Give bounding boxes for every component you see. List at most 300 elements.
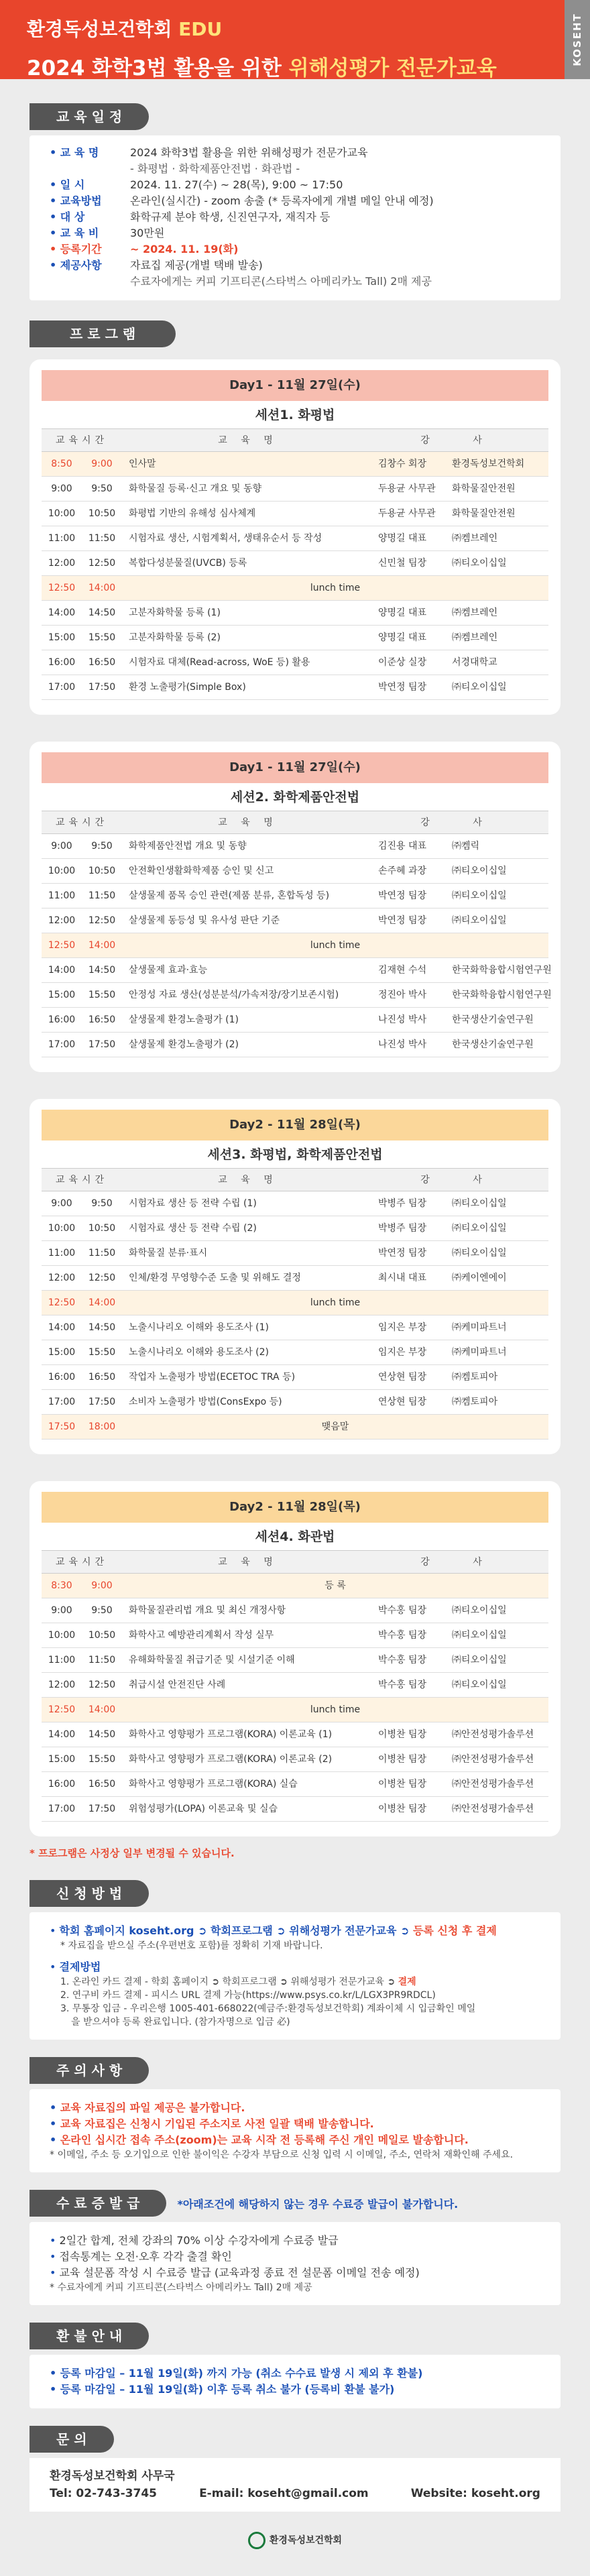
table-row bbox=[42, 1340, 548, 1365]
end-time: 9:00 bbox=[91, 1580, 113, 1591]
col-lecturer: 강 사 bbox=[420, 435, 502, 446]
end-time: 10:50 bbox=[88, 1630, 116, 1641]
break-label: 등 록 bbox=[324, 1580, 346, 1591]
lecturer-name: 양명길 대표 bbox=[378, 533, 427, 544]
end-time: 17:50 bbox=[88, 1397, 116, 1407]
table-row bbox=[42, 576, 548, 601]
table-row bbox=[42, 1315, 548, 1340]
start-time: 10:00 bbox=[48, 508, 76, 519]
lecturer-name: 박수홍 팀장 bbox=[378, 1655, 427, 1665]
table-header bbox=[42, 429, 548, 452]
caution-label: 주 의 사 항 bbox=[30, 2057, 149, 2084]
day-heading: Day2 - 11월 28일(목) bbox=[42, 1492, 548, 1523]
break-label: lunch time bbox=[310, 1704, 361, 1715]
lecturer-name: 최시내 대표 bbox=[378, 1273, 427, 1283]
lecturer-name: 김재현 수석 bbox=[378, 965, 427, 976]
end-time: 10:50 bbox=[88, 866, 116, 876]
certificate-item: • 2일간 합계, 전체 강좌의 70% 이상 수강자에게 수료증 발급 bbox=[50, 2233, 540, 2249]
table-row bbox=[42, 1241, 548, 1266]
col-time: 교육시간 bbox=[55, 435, 109, 446]
refund-item: • 등록 마감일 – 11월 19일(화) 이후 등록 취소 불가 (등록비 환불 불가) bbox=[50, 2382, 540, 2398]
overview-value: 온라인(실시간) - zoom 송출 (* 등록자에게 개별 메일 안내 예정) bbox=[130, 194, 434, 207]
table-row bbox=[42, 1772, 548, 1797]
end-time: 15:50 bbox=[88, 1347, 116, 1358]
overview-value: 자료집 제공(개별 택배 발송) bbox=[130, 259, 263, 272]
start-time: 9:00 bbox=[51, 1198, 72, 1209]
table-row bbox=[42, 909, 548, 933]
page-header bbox=[0, 0, 590, 79]
overview-key: • 교 육 명 bbox=[30, 145, 130, 161]
end-time: 14:00 bbox=[88, 583, 116, 593]
lecture-title: 인사말 bbox=[129, 459, 156, 469]
col-time: 교육시간 bbox=[55, 1557, 109, 1568]
col-time: 교육시간 bbox=[55, 1175, 109, 1185]
lecture-title: 화학물질 등록·신고 개요 및 동향 bbox=[129, 483, 262, 494]
col-lecturer: 강 사 bbox=[420, 1175, 502, 1185]
start-time: 16:00 bbox=[48, 1014, 76, 1025]
table-row bbox=[42, 859, 548, 884]
table-row bbox=[42, 1266, 548, 1291]
lecture-title: 화학물질관리법 개요 및 최신 개정사항 bbox=[129, 1605, 286, 1616]
overview-value: 수료자에게는 커피 기프티콘(스타벅스 아메리카노 Tall) 2매 제공 bbox=[130, 275, 432, 288]
lecturer-name: 이병찬 팀장 bbox=[378, 1804, 427, 1814]
overview-key: • 교 육 비 bbox=[30, 225, 130, 241]
start-time: 15:00 bbox=[48, 1347, 76, 1358]
lecturer-affiliation: 한국화학융합시험연구원 bbox=[452, 990, 552, 1000]
lecture-title: 복합다성분물질(UVCB) 등록 bbox=[129, 558, 247, 569]
start-time: 9:00 bbox=[51, 483, 72, 494]
lecturer-name: 신민철 팀장 bbox=[378, 558, 427, 569]
table-row bbox=[42, 1797, 548, 1822]
lecture-title: 화학사고 영향평가 프로그램(KORA) 이론교육 (1) bbox=[129, 1729, 333, 1740]
table-row bbox=[42, 1415, 548, 1440]
pay-1: 1. 온라인 카드 결제 - 학회 홈페이지 ➲ 학회프로그램 ➲ 위해성평가 전문가교육 ➲ 결제 bbox=[60, 1977, 416, 1987]
table-row bbox=[42, 1747, 548, 1772]
col-title: 교 육 명 bbox=[218, 435, 278, 446]
lecture-title: 안전확인생활화학제품 승인 및 신고 bbox=[129, 866, 274, 876]
lecture-title: 화학제품안전법 개요 및 동향 bbox=[129, 841, 247, 852]
start-time: 10:00 bbox=[48, 1223, 76, 1234]
lecturer-name: 손주혜 과장 bbox=[378, 866, 427, 876]
start-time: 11:00 bbox=[48, 1248, 76, 1258]
lecturer-affiliation: ㈜티오이십일 bbox=[452, 866, 507, 876]
refund-box bbox=[30, 2355, 560, 2408]
start-time: 17:00 bbox=[48, 1804, 76, 1814]
end-time: 15:50 bbox=[88, 990, 116, 1000]
col-time: 교육시간 bbox=[55, 817, 109, 828]
table-row bbox=[42, 983, 552, 1008]
lecture-title: 살생물제 품목 승인 관련(제품 분류, 혼합독성 등) bbox=[129, 890, 330, 901]
lecture-title: 살생물제 환경노출평가 (2) bbox=[129, 1039, 239, 1050]
end-time: 11:50 bbox=[88, 533, 116, 544]
table-row bbox=[42, 1216, 548, 1241]
table-row bbox=[42, 1291, 548, 1315]
lecture-title: 시험자료 생산 등 전략 수립 (1) bbox=[129, 1198, 257, 1209]
day-card bbox=[30, 1481, 560, 1836]
lecture-title: 시험자료 생산, 시험계획서, 생태유순서 등 작성 bbox=[129, 533, 322, 544]
table-row bbox=[42, 884, 548, 909]
table-row bbox=[42, 1191, 548, 1216]
lecturer-affiliation: ㈜안전성평가솔루션 bbox=[452, 1804, 534, 1814]
lecturer-name: 김창수 회장 bbox=[378, 459, 427, 469]
lecture-title: 화학물질 분류·표시 bbox=[129, 1248, 208, 1258]
contact-email[interactable]: E-mail: koseht@gmail.com bbox=[199, 2487, 369, 2500]
lecturer-affiliation: 한국화학융합시험연구원 bbox=[452, 965, 552, 976]
end-time: 9:50 bbox=[91, 1198, 113, 1209]
lecturer-name: 연상현 팀장 bbox=[378, 1397, 427, 1407]
pay-2: 2. 연구비 카드 결제 - 피시스 URL 결제 가능(https://www.psys.co.kr/L/LGX3PR9RDCL) bbox=[60, 1990, 436, 2001]
end-time: 14:50 bbox=[88, 1322, 116, 1333]
start-time: 11:00 bbox=[48, 533, 76, 544]
table-row bbox=[42, 650, 548, 675]
lecturer-affiliation: ㈜켐브레인 bbox=[452, 632, 498, 643]
overview-row bbox=[30, 274, 560, 290]
lecturer-name: 정진아 박사 bbox=[378, 990, 427, 1000]
end-time: 16:50 bbox=[88, 657, 116, 668]
end-time: 17:50 bbox=[88, 1804, 116, 1814]
caution-box bbox=[30, 2089, 560, 2172]
lecture-title: 안정성 자료 생산(성분분석/가속저장/장기보존시험) bbox=[129, 990, 339, 1000]
start-time: 12:00 bbox=[48, 915, 76, 926]
start-time: 17:00 bbox=[48, 1397, 76, 1407]
table-row bbox=[42, 601, 548, 626]
end-time: 12:50 bbox=[88, 915, 116, 926]
end-time: 15:50 bbox=[88, 632, 116, 643]
table-row bbox=[42, 1648, 548, 1673]
table-row bbox=[42, 1008, 548, 1033]
end-time: 16:50 bbox=[88, 1014, 116, 1025]
lecturer-name: 이준상 실장 bbox=[378, 657, 427, 668]
lecturer-affiliation: ㈜티오이십일 bbox=[452, 1223, 507, 1234]
contact-website[interactable]: Website: koseht.org bbox=[410, 2487, 540, 2500]
caution-item: • 교육 자료집은 신청시 기입된 주소지로 사전 일괄 택배 발송합니다. bbox=[50, 2116, 540, 2132]
session-title: 세션1. 화평법 bbox=[42, 401, 548, 429]
start-time: 11:00 bbox=[48, 1655, 76, 1665]
overview-value: 화학규제 분야 학생, 신진연구자, 재직자 등 bbox=[130, 211, 331, 223]
table-row bbox=[42, 1365, 548, 1390]
lecture-title: 취급시설 안전진단 사례 bbox=[129, 1680, 226, 1690]
lecture-title: 살생물제 동등성 및 유사성 판단 기준 bbox=[129, 915, 280, 926]
lecturer-name: 박병주 팀장 bbox=[378, 1223, 427, 1234]
refund-label: 환 불 안 내 bbox=[30, 2323, 149, 2349]
lecturer-affiliation: 한국생산기술연구원 bbox=[452, 1014, 534, 1025]
lecturer-affiliation: ㈜티오이십일 bbox=[452, 1655, 507, 1665]
end-time: 9:50 bbox=[91, 1605, 113, 1616]
start-time: 16:00 bbox=[48, 657, 76, 668]
contact-tel: Tel: 02-743-3745 bbox=[50, 2487, 157, 2500]
contact-box bbox=[30, 2458, 560, 2512]
signup-box bbox=[30, 1912, 560, 2040]
program-note: * 프로그램은 사정상 일부 변경될 수 있습니다. bbox=[30, 1847, 235, 1859]
start-time: 12:50 bbox=[48, 940, 76, 951]
day-heading: Day1 - 11월 27일(수) bbox=[42, 370, 548, 401]
start-time: 12:50 bbox=[48, 1704, 76, 1715]
start-time: 8:30 bbox=[51, 1580, 72, 1591]
lecturer-affiliation: ㈜케이엔에이 bbox=[452, 1273, 507, 1283]
lecture-title: 작업자 노출평가 방법(ECETOC TRA 등) bbox=[129, 1372, 296, 1383]
lecturer-name: 박연정 팀장 bbox=[378, 682, 427, 693]
lecturer-affiliation: ㈜티오이십일 bbox=[452, 682, 507, 693]
start-time: 17:50 bbox=[48, 1421, 76, 1432]
lecture-title: 노출시나리오 이해와 용도조사 (1) bbox=[129, 1322, 269, 1333]
lecturer-affiliation: 화학물질안전원 bbox=[452, 483, 516, 494]
table-row bbox=[42, 675, 548, 700]
end-time: 10:50 bbox=[88, 1223, 116, 1234]
table-row bbox=[42, 477, 548, 502]
end-time: 9:00 bbox=[91, 459, 113, 469]
end-time: 14:50 bbox=[88, 1729, 116, 1740]
footer-logo: 환경독성보건학회 bbox=[0, 2512, 590, 2576]
lecturer-affiliation: ㈜안전성평가솔루션 bbox=[452, 1754, 534, 1765]
certificate-note: * 수료자에게 커피 기프티콘(스타벅스 아메리카노 Tall) 2매 제공 bbox=[50, 2282, 312, 2293]
end-time: 15:50 bbox=[88, 1754, 116, 1765]
lecturer-name: 박수홍 팀장 bbox=[378, 1680, 427, 1690]
start-time: 15:00 bbox=[48, 1754, 76, 1765]
lecturer-affiliation: ㈜티오이십일 bbox=[452, 1198, 507, 1209]
break-label: lunch time bbox=[310, 583, 361, 593]
col-lecturer: 강 사 bbox=[420, 1557, 502, 1568]
lecturer-name: 박수홍 팀장 bbox=[378, 1630, 427, 1641]
lecture-title: 화학사고 영향평가 프로그램(KORA) 실습 bbox=[129, 1779, 298, 1790]
lecture-title: 인체/환경 무영향수준 도출 및 위해도 결정 bbox=[129, 1273, 301, 1283]
lecture-title: 고분자화학물 등록 (1) bbox=[129, 607, 221, 618]
overview-value: ~ 2024. 11. 19(화) bbox=[130, 243, 239, 255]
end-time: 14:00 bbox=[88, 1297, 116, 1308]
start-time: 10:00 bbox=[48, 1630, 76, 1641]
lecturer-affiliation: ㈜케미파트너 bbox=[452, 1347, 507, 1358]
start-time: 16:00 bbox=[48, 1372, 76, 1383]
table-row bbox=[42, 1574, 548, 1598]
end-time: 18:00 bbox=[88, 1421, 116, 1432]
lecturer-name: 이병찬 팀장 bbox=[378, 1779, 427, 1790]
end-time: 12:50 bbox=[88, 558, 116, 569]
lecturer-affiliation: ㈜티오이십일 bbox=[452, 1630, 507, 1641]
col-title: 교 육 명 bbox=[218, 1175, 278, 1185]
overview-row bbox=[30, 193, 560, 209]
lecturer-affiliation: ㈜티오이십일 bbox=[452, 1248, 507, 1258]
lecture-title: 살생물제 환경노출평가 (1) bbox=[129, 1014, 239, 1025]
col-title: 교 육 명 bbox=[218, 1557, 278, 1568]
table-row bbox=[42, 933, 548, 958]
signup-line: • 학회 홈페이지 koseht.org ➲ 학회프로그램 ➲ 위해성평가 전문가교육 ➲ 등록 신청 후 결제 bbox=[50, 1923, 540, 1939]
start-time: 8:50 bbox=[51, 459, 72, 469]
end-time: 16:50 bbox=[88, 1779, 116, 1790]
start-time: 12:50 bbox=[48, 1297, 76, 1308]
lecturer-name: 나진성 박사 bbox=[378, 1039, 427, 1050]
start-time: 12:00 bbox=[48, 558, 76, 569]
start-time: 12:00 bbox=[48, 1273, 76, 1283]
table-row bbox=[42, 1598, 548, 1623]
overview-key: • 제공사항 bbox=[30, 257, 130, 274]
overview-label: 교 육 일 정 bbox=[30, 103, 149, 130]
lecturer-name: 나진성 박사 bbox=[378, 1014, 427, 1025]
page-title: 2024 화학3법 활용을 위한 위해성평가 전문가교육 bbox=[27, 56, 497, 80]
col-title: 교 육 명 bbox=[218, 817, 278, 828]
table-row bbox=[42, 626, 548, 650]
certificate-item: • 교육 설문폼 작성 시 수료증 발급 (교육과정 종료 전 설문폼 이메일 전송 예정) bbox=[50, 2265, 540, 2281]
start-time: 12:00 bbox=[48, 1680, 76, 1690]
lecture-title: 살생물제 효과·효능 bbox=[129, 965, 208, 976]
overview-value: 2024. 11. 27(수) ~ 28(목), 9:00 ~ 17:50 bbox=[130, 178, 343, 191]
table-row bbox=[42, 1673, 548, 1698]
start-time: 17:00 bbox=[48, 682, 76, 693]
start-time: 11:00 bbox=[48, 890, 76, 901]
start-time: 14:00 bbox=[48, 607, 76, 618]
overview-value: - 화평법 · 화학제품안전법 · 화관법 - bbox=[130, 162, 300, 175]
lecturer-name: 박연정 팀장 bbox=[378, 890, 427, 901]
day-card bbox=[30, 742, 560, 1072]
overview-key: • 등록기간 bbox=[30, 241, 130, 257]
certificate-label: 수 료 증 발 급 bbox=[30, 2190, 166, 2217]
table-row bbox=[42, 1623, 548, 1648]
lecturer-affiliation: ㈜티오이십일 bbox=[452, 1605, 507, 1616]
lecturer-affiliation: ㈜티오이십일 bbox=[452, 915, 507, 926]
lecture-title: 화학사고 예방관리계획서 작성 실무 bbox=[129, 1630, 274, 1641]
end-time: 9:50 bbox=[91, 841, 113, 852]
lecture-title: 시험자료 대체(Read-across, WoE 등) 활용 bbox=[129, 657, 310, 668]
lecturer-affiliation: ㈜안전성평가솔루션 bbox=[452, 1729, 534, 1740]
table-header bbox=[42, 1169, 548, 1191]
lecturer-name: 이병찬 팀장 bbox=[378, 1729, 427, 1740]
session-title: 세션2. 화학제품안전법 bbox=[42, 783, 548, 811]
end-time: 12:50 bbox=[88, 1680, 116, 1690]
overview-key: • 대 상 bbox=[30, 209, 130, 225]
lecture-title: 소비자 노출평가 방법(ConsExpo 등) bbox=[129, 1397, 282, 1407]
start-time: 14:00 bbox=[48, 1322, 76, 1333]
start-time: 16:00 bbox=[48, 1779, 76, 1790]
lecturer-name: 두용균 사무관 bbox=[378, 483, 436, 494]
table-row bbox=[42, 502, 548, 526]
lecturer-affiliation: ㈜케미파트너 bbox=[452, 1322, 507, 1333]
session-title: 세션3. 화평법, 화학제품안전법 bbox=[42, 1140, 548, 1169]
day-card bbox=[30, 1099, 560, 1454]
lecture-title: 유해화학물질 취급기준 및 시설기준 이해 bbox=[129, 1655, 295, 1665]
certificate-item: • 접속통계는 오전·오후 각각 출결 확인 bbox=[50, 2249, 540, 2265]
overview-row bbox=[30, 161, 560, 177]
end-time: 17:50 bbox=[88, 1039, 116, 1050]
lecture-title: 환경 노출평가(Simple Box) bbox=[129, 682, 246, 693]
overview-row bbox=[30, 145, 560, 161]
day-heading: Day1 - 11월 27일(수) bbox=[42, 752, 548, 783]
lecturer-name: 양명길 대표 bbox=[378, 632, 427, 643]
overview-key: • 일 시 bbox=[30, 177, 130, 193]
table-row bbox=[42, 1033, 548, 1057]
signup-label: 신 청 방 법 bbox=[30, 1880, 149, 1907]
lecturer-affiliation: ㈜켐토피아 bbox=[452, 1397, 498, 1407]
end-time: 11:50 bbox=[88, 1655, 116, 1665]
lecture-title: 화평법 기반의 유해성 심사체계 bbox=[129, 508, 256, 519]
lecturer-affiliation: ㈜켐릭 bbox=[452, 841, 480, 852]
logo-mark-icon bbox=[248, 2532, 266, 2549]
lecturer-name: 김진용 대표 bbox=[378, 841, 427, 852]
overview-row bbox=[30, 177, 560, 193]
lecture-title: 위험성평가(LOPA) 이론교육 및 실습 bbox=[129, 1804, 278, 1814]
end-time: 9:50 bbox=[91, 483, 113, 494]
table-header bbox=[42, 1551, 548, 1574]
lecturer-affiliation: ㈜티오이십일 bbox=[452, 558, 507, 569]
day-card bbox=[30, 359, 560, 715]
break-label: 맺음말 bbox=[321, 1421, 349, 1432]
certificate-side-note: *아래조건에 해당하지 않는 경우 수료증 발급이 불가합니다. bbox=[177, 2197, 459, 2211]
lecturer-affiliation: ㈜티오이십일 bbox=[452, 1680, 507, 1690]
end-time: 14:00 bbox=[88, 940, 116, 951]
lecture-title: 화학사고 영향평가 프로그램(KORA) 이론교육 (2) bbox=[129, 1754, 333, 1765]
end-time: 14:00 bbox=[88, 1704, 116, 1715]
lecturer-name: 박연정 팀장 bbox=[378, 1248, 427, 1258]
side-tag: KOSEHT bbox=[565, 0, 590, 79]
contact-label: 문 의 bbox=[30, 2426, 114, 2453]
lecturer-name: 양명길 대표 bbox=[378, 607, 427, 618]
overview-row bbox=[30, 225, 560, 241]
day-heading: Day2 - 11월 28일(목) bbox=[42, 1110, 548, 1140]
lecturer-name: 박수홍 팀장 bbox=[378, 1605, 427, 1616]
contact-org: 환경독성보건학회 사무국 bbox=[50, 2469, 175, 2483]
end-time: 10:50 bbox=[88, 508, 116, 519]
lecturer-affiliation: ㈜티오이십일 bbox=[452, 890, 507, 901]
end-time: 12:50 bbox=[88, 1273, 116, 1283]
end-time: 11:50 bbox=[88, 890, 116, 901]
lecturer-name: 박병주 팀장 bbox=[378, 1198, 427, 1209]
lecturer-affiliation: 환경독성보건학회 bbox=[452, 459, 525, 469]
break-label: lunch time bbox=[310, 1297, 361, 1308]
start-time: 14:00 bbox=[48, 1729, 76, 1740]
pay-title: 결제방법 bbox=[59, 1960, 101, 1973]
program-label: 프 로 그 램 bbox=[30, 320, 176, 347]
lecturer-name: 연상현 팀장 bbox=[378, 1372, 427, 1383]
end-time: 14:50 bbox=[88, 607, 116, 618]
start-time: 14:00 bbox=[48, 965, 76, 976]
table-row bbox=[42, 1722, 548, 1747]
lecturer-name: 임지은 부장 bbox=[378, 1322, 427, 1333]
overview-row bbox=[30, 257, 560, 274]
start-time: 15:00 bbox=[48, 990, 76, 1000]
table-row bbox=[42, 452, 548, 477]
table-row bbox=[42, 526, 548, 551]
lecturer-affiliation: 서경대학교 bbox=[452, 657, 497, 668]
table-row bbox=[42, 551, 548, 576]
start-time: 10:00 bbox=[48, 866, 76, 876]
start-time: 12:50 bbox=[48, 583, 76, 593]
end-time: 11:50 bbox=[88, 1248, 116, 1258]
overview-box bbox=[30, 135, 560, 300]
overview-value: 30만원 bbox=[130, 227, 165, 239]
start-time: 17:00 bbox=[48, 1039, 76, 1050]
pay-3b: 을 받으셔야 등록 완료입니다. (참가자명으로 입금 必) bbox=[71, 2017, 290, 2028]
lecturer-name: 임지은 부장 bbox=[378, 1347, 427, 1358]
table-row bbox=[42, 1390, 548, 1415]
table-row bbox=[42, 834, 548, 859]
end-time: 17:50 bbox=[88, 682, 116, 693]
lecture-title: 노출시나리오 이해와 용도조사 (2) bbox=[129, 1347, 269, 1358]
pay-3: 3. 무통장 입금 - 우리은행 1005-401-668022(예금주:환경독성보건학회) 계좌이체 시 입금확인 메일 bbox=[60, 2003, 476, 2014]
brand: 환경독성보건학회 EDU bbox=[27, 18, 223, 40]
end-time: 16:50 bbox=[88, 1372, 116, 1383]
lecturer-affiliation: ㈜켐브레인 bbox=[452, 607, 498, 618]
table-row bbox=[42, 1698, 548, 1722]
table-header bbox=[42, 811, 548, 834]
lecturer-affiliation: 한국생산기술연구원 bbox=[452, 1039, 534, 1050]
lecturer-affiliation: ㈜켐토피아 bbox=[452, 1372, 498, 1383]
caution-item: • 온라인 십시간 접속 주소(zoom)는 교육 시작 전 등록해 주신 개인 메일로 발송합니다. bbox=[50, 2132, 540, 2148]
end-time: 14:50 bbox=[88, 965, 116, 976]
lecturer-affiliation: ㈜켐브레인 bbox=[452, 533, 498, 544]
start-time: 9:00 bbox=[51, 841, 72, 852]
lecturer-affiliation: 화학물질안전원 bbox=[452, 508, 516, 519]
overview-row bbox=[30, 209, 560, 225]
start-time: 15:00 bbox=[48, 632, 76, 643]
caution-item: • 교육 자료집의 파일 제공은 불가합니다. bbox=[50, 2100, 540, 2116]
table-row bbox=[42, 958, 552, 983]
